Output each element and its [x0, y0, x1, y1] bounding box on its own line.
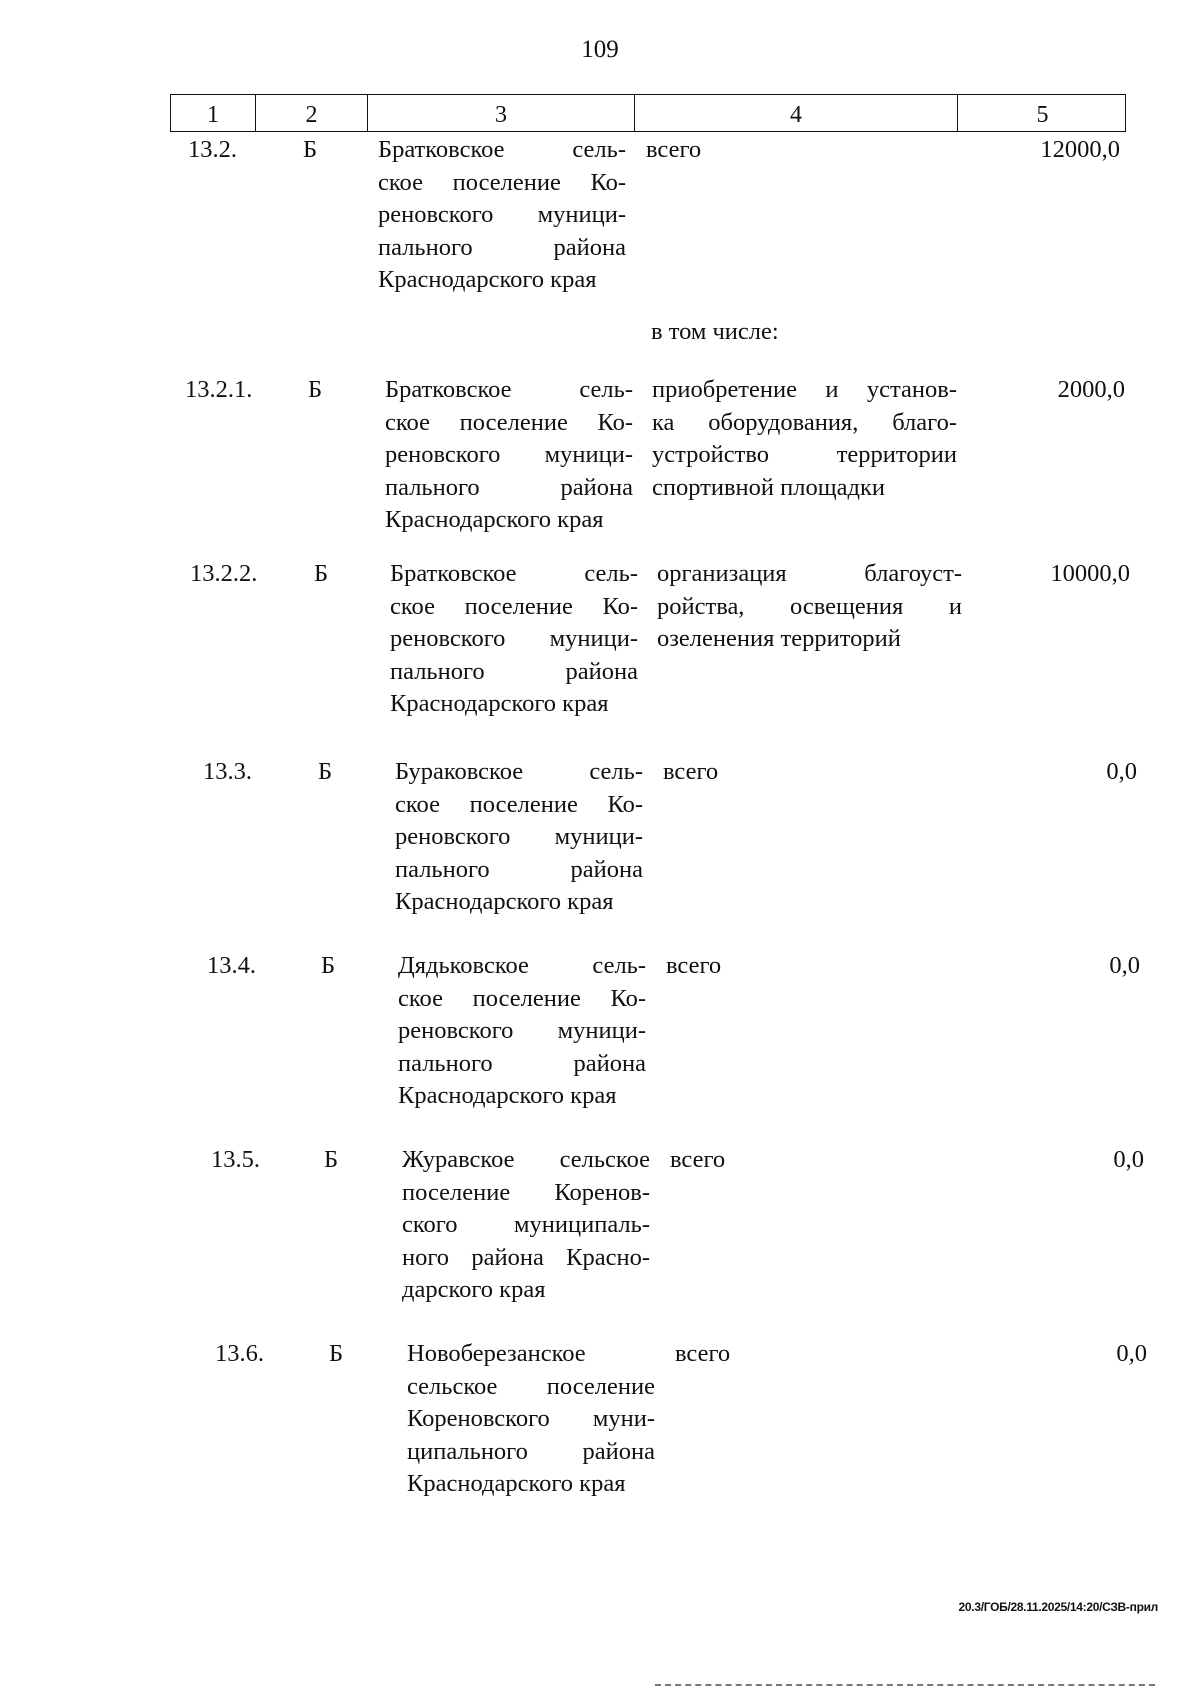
row-name-line: пального района: [378, 233, 626, 261]
row-purpose: [646, 134, 951, 167]
row-type: Б: [303, 136, 318, 163]
row-name-line: Краснодарского края: [378, 266, 597, 293]
row-purpose-line: всего: [663, 758, 719, 785]
row-name-line: Краснодарского края: [398, 1082, 617, 1109]
row-number: 13.6.: [215, 1340, 264, 1367]
row-purpose: [657, 558, 962, 656]
row-name-line: ского муниципаль-: [402, 1211, 650, 1238]
row-type: Б: [329, 1340, 344, 1367]
row-name-line: реновского муници-: [395, 823, 643, 850]
row-name-line: Новоберезанское: [407, 1340, 586, 1367]
row-name: [398, 950, 646, 1113]
row-amount: 0,0: [1109, 952, 1140, 979]
row-purpose-line: всего: [675, 1340, 731, 1367]
row-name-line: пального района: [385, 473, 633, 501]
row-amount: 2000,0: [1057, 376, 1125, 403]
row-number: 13.5.: [211, 1146, 260, 1173]
row-purpose-line: всего: [666, 952, 722, 979]
row-purpose-line: всего: [670, 1146, 726, 1173]
row-purpose-line: организация благоуст-: [657, 560, 962, 587]
row-name-line: реновского муници-: [378, 201, 626, 228]
row-purpose-line: спортивной площадки: [652, 473, 885, 501]
row-name-line: дарского края: [402, 1276, 546, 1303]
row-name: [390, 558, 638, 721]
row-amount: 12000,0: [1040, 136, 1120, 163]
row-purpose-line: устройство территории: [652, 441, 957, 468]
row-purpose: [666, 950, 971, 983]
row-name-line: Краснодарского края: [395, 888, 614, 915]
row-name-line: ское поселение Ко-: [378, 168, 626, 196]
row-number: 13.3.: [203, 758, 252, 785]
row-name-line: реновского муници-: [390, 625, 638, 652]
header-col-3: 3: [367, 95, 634, 131]
row-name: [407, 1338, 655, 1501]
row-purpose-line: всего: [646, 136, 702, 163]
row-amount: 10000,0: [1050, 560, 1130, 587]
row-name-line: поселение Коренов-: [402, 1178, 650, 1206]
row-name-line: Краснодарского края: [385, 506, 604, 533]
row-purpose: [670, 1144, 975, 1177]
row-purpose-line: ка оборудования, благо-: [652, 408, 957, 436]
document-stamp: 20.3/ГОБ/28.11.2025/14:20/СЗВ-прил: [958, 1600, 1158, 1614]
row-purpose: [663, 756, 968, 789]
subheading: в том числе:: [651, 318, 779, 345]
row-name-line: пального района: [398, 1049, 646, 1077]
row-name-line: Братковское сель-: [378, 136, 626, 163]
row-name-line: Краснодарского края: [390, 690, 609, 717]
row-name-line: Братковское сель-: [385, 376, 633, 403]
row-name-line: Журавское сельское: [402, 1146, 650, 1173]
row-name-line: Бураковское сель-: [395, 758, 643, 785]
page-number: 109: [581, 36, 619, 63]
row-name-line: реновского муници-: [385, 441, 633, 468]
row-type: Б: [324, 1146, 339, 1173]
row-purpose: [652, 374, 957, 504]
row-name-line: реновского муници-: [398, 1017, 646, 1044]
row-purpose-line: ройства, освещения и: [657, 592, 962, 620]
row-name-line: Кореновского муни-: [407, 1405, 655, 1432]
bottom-dashed-divider: [655, 1684, 1155, 1686]
row-name: [385, 374, 633, 537]
row-name-line: ного района Красно-: [402, 1243, 650, 1271]
row-type: Б: [314, 560, 329, 587]
header-col-2: 2: [255, 95, 367, 131]
row-type: Б: [321, 952, 336, 979]
row-name-line: ское поселение Ко-: [390, 592, 638, 620]
row-purpose: [675, 1338, 980, 1371]
row-name-line: ципального района: [407, 1437, 655, 1465]
row-number: 13.2.2.: [190, 560, 258, 587]
row-number: 13.2.1.: [185, 376, 253, 403]
row-number: 13.4.: [207, 952, 256, 979]
row-name-line: ское поселение Ко-: [398, 984, 646, 1012]
row-name-line: ское поселение Ко-: [395, 790, 643, 818]
row-amount: 0,0: [1116, 1340, 1147, 1367]
row-name-line: ское поселение Ко-: [385, 408, 633, 436]
row-name: [402, 1144, 650, 1307]
header-col-4: 4: [634, 95, 957, 131]
row-name-line: Братковское сель-: [390, 560, 638, 587]
row-name-line: Краснодарского края: [407, 1470, 626, 1497]
row-name-line: пального района: [390, 657, 638, 685]
row-name: [378, 134, 626, 297]
row-amount: 0,0: [1106, 758, 1137, 785]
row-amount: 0,0: [1113, 1146, 1144, 1173]
row-type: Б: [308, 376, 323, 403]
row-name-line: Дядьковское сель-: [398, 952, 646, 979]
row-purpose-line: озеленения территорий: [657, 625, 901, 652]
table-header: [170, 94, 1126, 132]
header-col-1: 1: [207, 102, 219, 128]
row-name: [395, 756, 643, 919]
row-name-line: сельское поселение: [407, 1372, 655, 1400]
row-number: 13.2.: [188, 136, 237, 163]
row-purpose-line: приобретение и установ-: [652, 376, 957, 403]
header-col-5: 5: [957, 95, 1127, 131]
row-type: Б: [318, 758, 333, 785]
row-name-line: пального района: [395, 855, 643, 883]
